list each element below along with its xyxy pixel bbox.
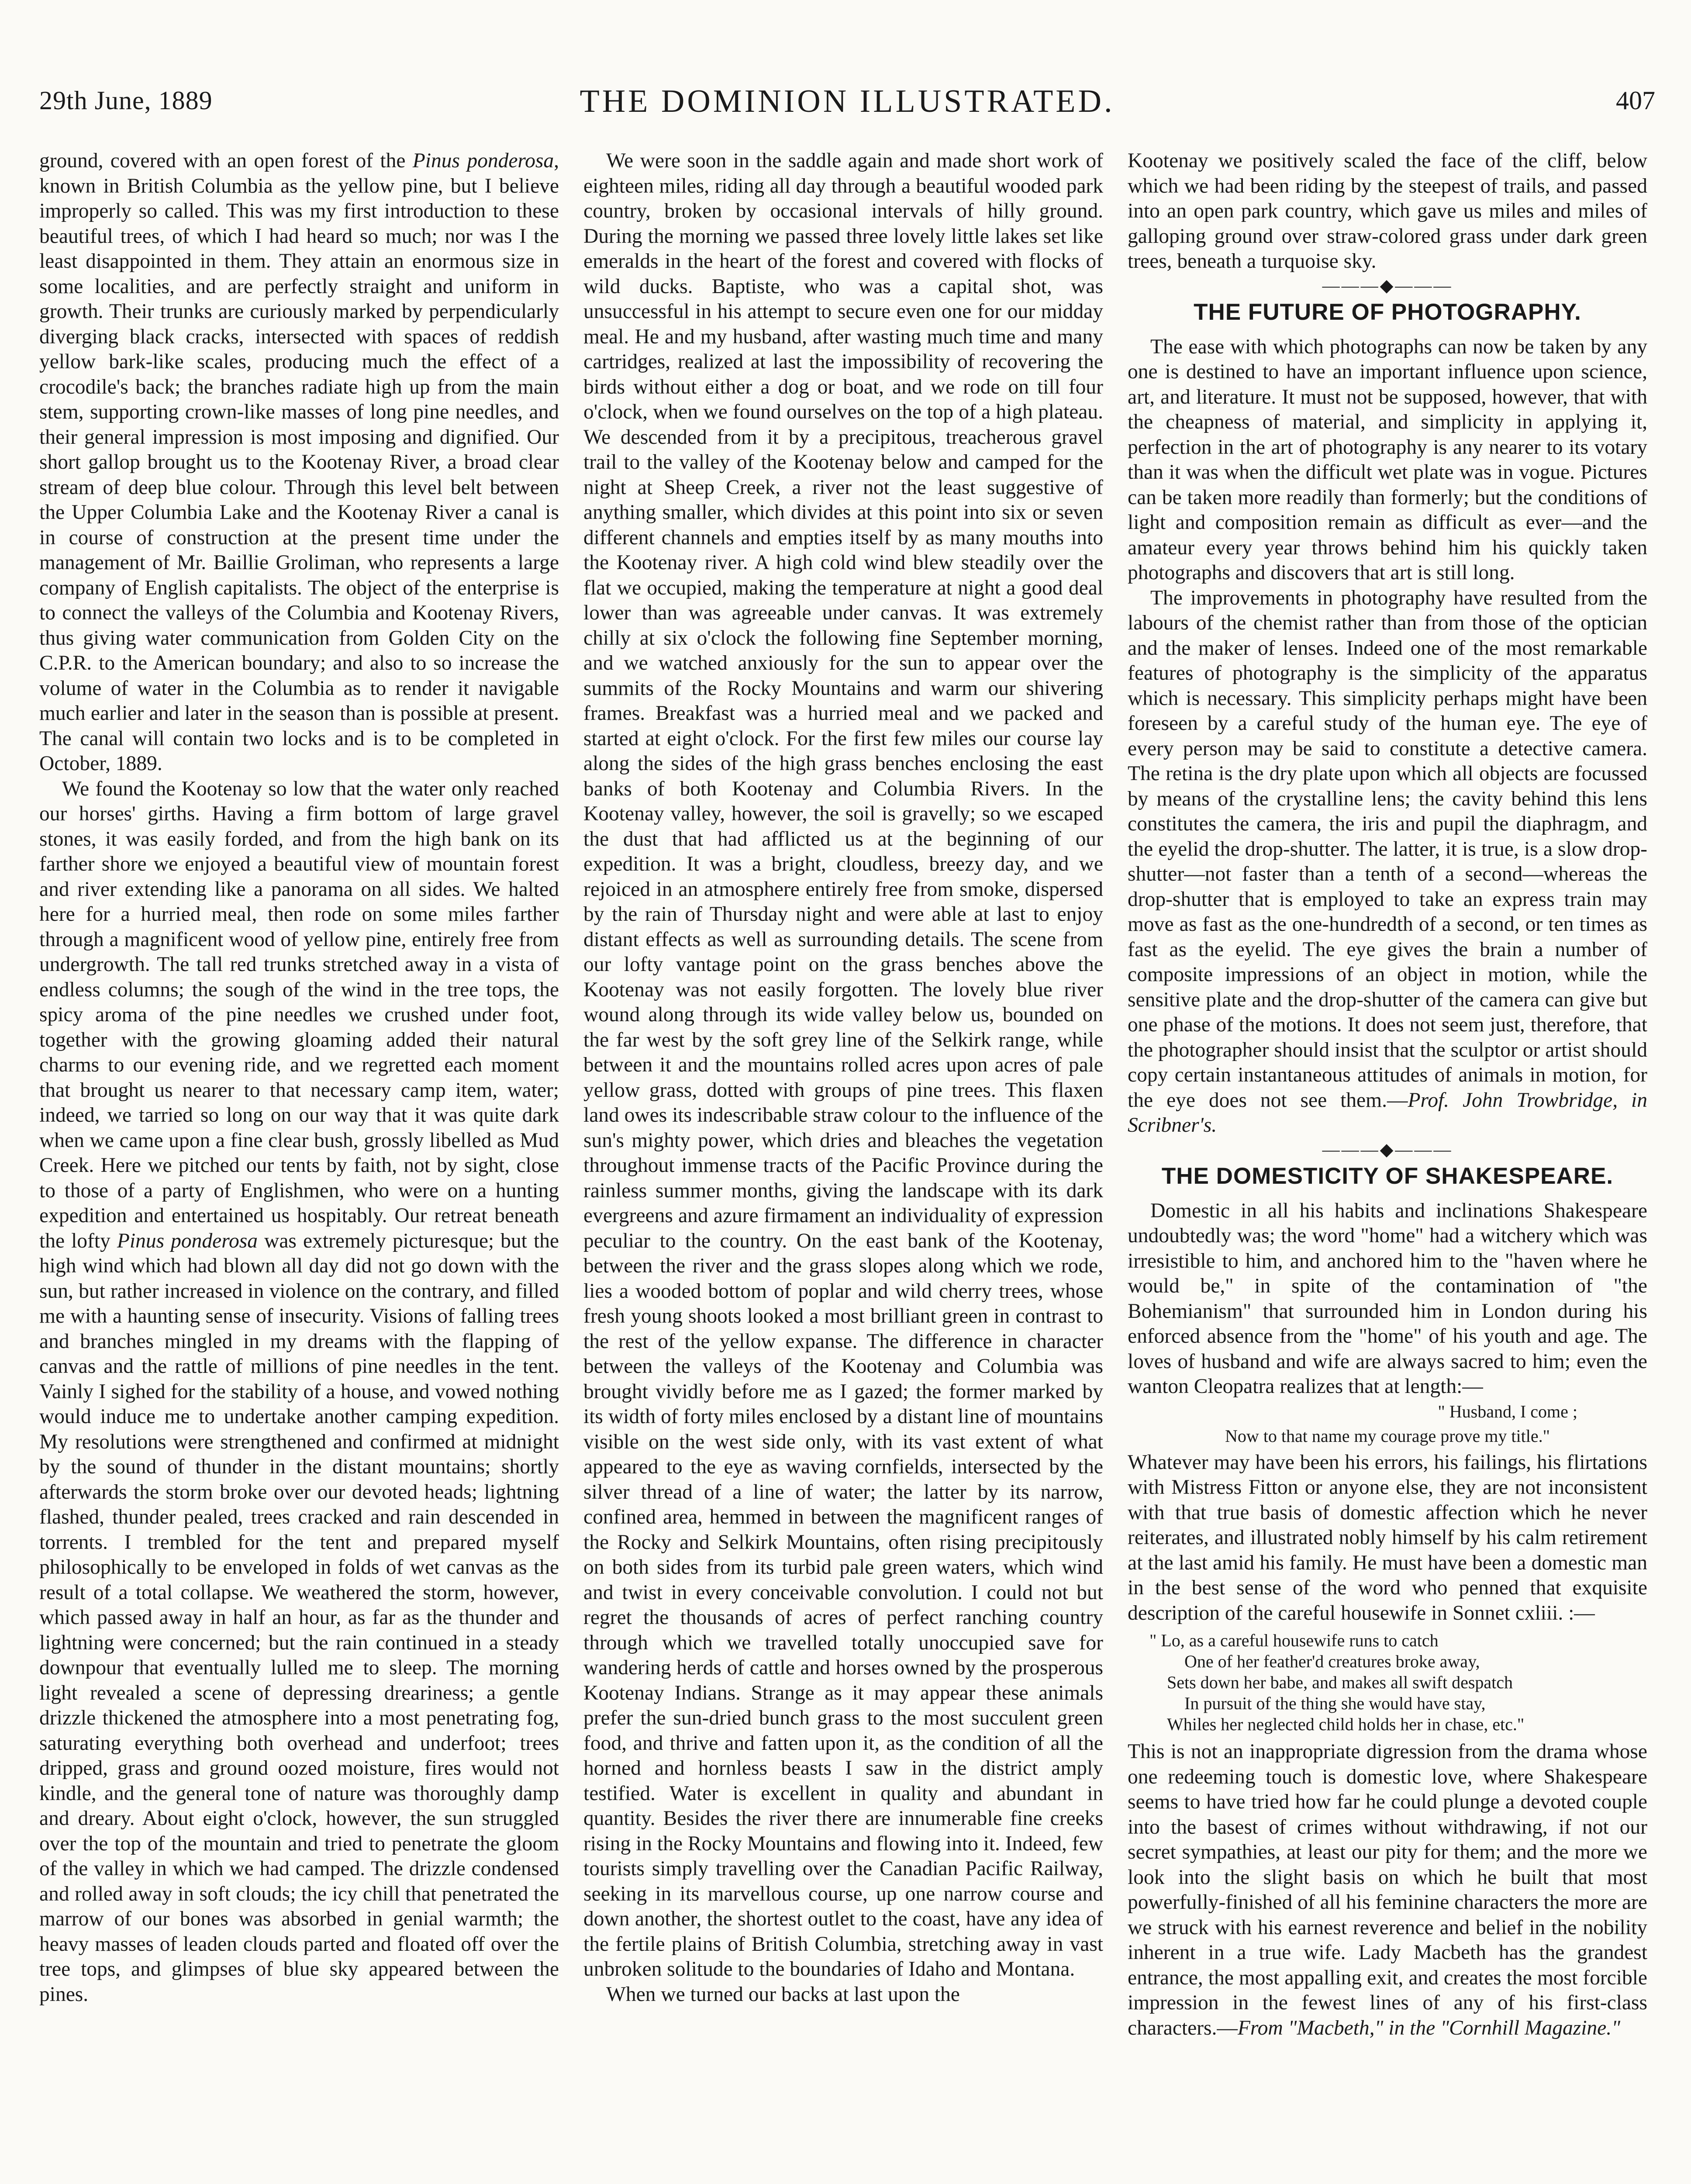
poem-line: Sets down her babe, and makes all swift despatch bbox=[1167, 1673, 1513, 1692]
column-1 bbox=[39, 149, 559, 2007]
page-number: 407 bbox=[1616, 86, 1655, 115]
poem-line: In pursuit of the thing she would have stay, bbox=[1184, 1693, 1486, 1713]
section-separator: ———◆——— bbox=[1322, 275, 1453, 295]
attribution: From "Macbeth," in the "Cornhill Magazine." bbox=[1237, 2016, 1621, 2039]
page-header bbox=[39, 83, 1655, 129]
paragraph: When we turned our backs at last upon the bbox=[606, 1983, 960, 2006]
poem-line: " Lo, as a careful housewife runs to catch bbox=[1149, 1631, 1439, 1650]
article-heading: THE FUTURE OF PHOTOGRAPHY. bbox=[1194, 299, 1581, 325]
paragraph: Whatever may have been his errors, his failings, his flirtations with Mistress Fitton or anyone else, they are not inconsistent with that true basis of domestic affection which he never reiterates, and illustrated nobly himself by his calm retirement at the last amid his family. He must have been a domestic man in the best sense of the word who penned that exquisite description of the careful housewife in Sonnet cxliii. :— bbox=[1128, 1451, 1647, 1624]
text-run: We found the Kootenay so low that the water only reached our horses' girths. Having a firm bottom of large gravel stones, it was easily forded, and from the high bank on its farther shore we enjoyed a beautiful view of mountain forest and river extending like a panorama on all sides. We halted here for a hurried meal, then rode on some miles farther through a magnificent wood of yellow pine, entirely free from undergrowth. The tall red trunks stretched away in a vista of endless columns; the sough of the wind in the tree tops, the spicy aroma of the pine needles we crushed under foot, together with the growing gloaming added their natural charms to our evening ride, and we regretted each moment that brought us nearer to that necessary camp item, water; indeed, we tarried so long on our way that it was quite dark when we came upon a fine clear bush, grossly libelled as Mud Creek. Here we pitched our tents by faith, not by sight, close to those of a party of Englishmen, who were on a hunting expedition and entertained us hospitably. Our retreat beneath the lofty bbox=[39, 777, 559, 1252]
text-run: , known in British Columbia as the yellow pine, but I believe improperly so called. This was my first introduction to these beautiful trees, of which I had heard so much; nor was I the least disappointed in them. They attain an enormous size in some localities, and are perfectly straight and uniform in growth. Their trunks are curiously marked by perpendicularly diverging black cracks, intersected with spaces of reddish yellow bark-like scales, producing much the effect of a crocodile's back; the branches radiate high up from the main stem, supporting crown-like masses of long pine needles, and their general impression is most imposing and dignified. Our short gallop brought us to the Kootenay River, a broad clear stream of deep blue colour. Through this level belt between the Upper Columbia Lake and the Kootenay River a canal is in course of construction at the present time under the management of Mr. Baillie Groliman, who represents a large company of English capitalists. The object of the enterprise is to connect the valleys of the Columbia and Kootenay Rivers, thus giving water communication from Golden City on the C.P.R. to the American boundary; and also to so increase the volume of water in the Columbia as to render it navigable much earlier and later in the season than is possible at present. The canal will contain two locks and is to be completed in October, 1889. bbox=[39, 149, 559, 775]
issue-date: 29th June, 1889 bbox=[39, 86, 213, 115]
text-run: This is not an inappropriate digression from the drama whose one redeeming touch is domestic love, where Shakespeare seems to have tried how far he could plunge a devoted couple into the basest of crimes without withdrawing, if not our secret sympathies, at least our pity for them; and the more we look into the slight basis on which he built that most powerfully-finished of all his feminine characters the more are we struck with his earnest reverence and belief in the nobility inherent in a true wife. Lady Macbeth has the grandest entrance, the most appalling exit, and creates the most forcible impression in the fewest lines of any of his first-class characters.— bbox=[1128, 1740, 1647, 2039]
italic-text: Pinus ponderosa bbox=[117, 1229, 258, 1252]
paragraph bbox=[1128, 586, 1647, 1138]
publication-title: THE DOMINION ILLUSTRATED. bbox=[580, 83, 1115, 119]
text-run: was extremely picturesque; but the high wind which had blown all day did not go down with the sun, but rather increased in violence on the contrary, and filled me with a haunting sense of insecurity. Visions of falling trees and branches mingled in my dreams with the flapping of canvas and the rattle of millions of pine needles in the tent. Vainly I sighed for the stability of a house, and vowed nothing would induce me to undertake another camping expedition. My resolutions were strengthened and confirmed at midnight by the sound of thunder in the distant mountains; shortly afterwards the storm broke over our devoted heads; lightning flashed, thunder pealed, trees cracked and rain descended in torrents. I trembled for the tent and prepared myself philosophically to be enveloped in folds of wet canvas as the result of a total collapse. We weathered the storm, however, which passed away in half an hour, as far as the thunder and lightning were concerned; but the rain continued in a steady downpour that eventually lulled me to sleep. The morning light revealed a scene of depressing dreariness; a gentle drizzle thickened the atmosphere into a most penetrating fog, saturating everything both overhead and underfoot; trees dripped, grass and ground oozed moisture, fires would not kindle, and the general tone of nature was thoroughly damp and dreary. About eight o'clock, however, the sun struggled over the top of the mountain and tried to penetrate the gloom of the valley in which we had camped. The drizzle condensed and rolled away in soft clouds; the icy chill that penetrated the marrow of our bones was absorbed in genial warmth; the heavy masses of leaden clouds parted and floated off over the tree tops, and glimpses of blue sky appeared between the pines. bbox=[39, 1229, 559, 2006]
paragraph: The ease with which photographs can now be taken by any one is destined to have an important influence upon science, art, and literature. It must not be supposed, however, that with the cheapness of material, and simplicity in applying it, perfection in the art of photography is any nearer to its votary than it was when the difficult wet plate was in vogue. Pictures can be taken more readily than formerly; but the conditions of light and composition remain as difficult as ever—and the amateur every year throws behind him his quickly taken photographs and discovers that art is still long. bbox=[1128, 335, 1647, 584]
text-run: The improvements in photography have resulted from the labours of the chemist rather than from those of the optician and the maker of lenses. Indeed one of the most remarkable features of photography is the simplicity of the apparatus which is necessary. This simplicity perhaps might have been foreseen by a careful study of the human eye. The eye of every person may be said to constitute a detective camera. The retina is the dry plate upon which all objects are focussed by means of the crystalline lens; the cavity behind this lens constitutes the camera, the iris and pupil the diaphragm, and the eyelid the drop-shutter. The latter, it is true, is a slow drop-shutter—not faster than a tenth of a second—whereas the drop-shutter that is employed to take an express train may move as fast as the one-hundredth of a second, or ten times as fast as the eyelid. The eye gives the brain a number of composite impressions of an object in motion, while the sensitive plate and the drop-shutter of the camera can give but one phase of the motions. It does not seem just, therefore, that the photographer should insist that the sculptor or artist should copy certain instantaneous attitudes of animals in motion, for the eye does not see them.— bbox=[1128, 586, 1647, 1112]
poem-line: One of her feather'd creatures broke away, bbox=[1184, 1652, 1480, 1671]
paragraph: We were soon in the saddle again and made short work of eighteen miles, riding all day through a beautiful wooded park country, broken by occasional intervals of hilly ground. During the morning we passed three lovely little lakes set like emeralds in the heart of the forest and covered with flocks of wild ducks. Baptiste, who was a capital shot, was unsuccessful in his attempt to secure even one for our midday meal. He and my husband, after wasting much time and many cartridges, realized at last the impossibility of recovering the birds without either a dog or boat, and we rode on till four o'clock, when we found ourselves on the top of a high plateau. We descended from it by a precipitous, treacherous gravel trail to the valley of the Kootenay below and camped for the night at Sheep Creek, a river not the least suggestive of anything smaller, which divides at this point into six or seven different channels and empties itself by as many mouths into the Kootenay river. A high cold wind blew steadily over the flat we occupied, making the temperature at night a good deal lower than was agreeable under canvas. It was extremely chilly at six o'clock the following fine September morning, and we watched anxiously for the sun to appear over the summits of the Rocky Mountains and warm our shivering frames. Breakfast was a hurried meal and we packed and started at eight o'clock. For the first few miles our course lay along the sides of the high grass benches enclosing the east banks of both Kootenay and Columbia Rivers. In the Kootenay valley, however, the soil is gravelly; so we escaped the dust that had afflicted us at the beginning of our expedition. It was a bright, cloudless, breezy day, and we rejoiced in an atmosphere entirely free from smoke, dispersed by the rain of Thursday night and were able at last to enjoy distant effects as well as surrounding details. The scene from our lofty vantage point on the grass benches above the Kootenay was not easily forgotten. The lovely blue river wound along through its wide valley below us, bounded on the far west by the soft grey line of the Selkirk range, while between it and the mountains rolled acres upon acres of pale yellow grass, dotted with groups of pine trees. This flaxen land owes its indescribable straw colour to the influence of the sun's mighty power, which dries and bleaches the vegetation throughout immense tracts of the Pacific Province during the rainless summer months, giving the landscape with its dark evergreens and azure firmament an individuality of expression peculiar to the country. On the east bank of the Kootenay, between the river and the grass slopes along which we rode, lies a wooded bottom of poplar and wild cherry trees, whose fresh young shoots looked a most brilliant green in contrast to the rest of the yellow expanse. The difference in character between the valleys of the Kootenay and Columbia was brought vividly before me as I gazed; the former marked by its width of forty miles enclosed by a distant line of mountains visible on the west side only, with its vast extent of what appeared to the eye as waving cornfields, intersected by the silver thread of a line of water; the latter by its narrow, confined area, hemmed in between the magnificent ranges of the Rocky and Selkirk Mountains, often rising precipitously on both sides from its turbid pale green waters, which wind and twist in every conceivable convolution. I could not but regret the thousands of acres of perfect ranching country through which we travelled totally unoccupied save for wandering herds of cattle and horses owned by the prosperous Kootenay Indians. Strange as it may appear these animals prefer the sun-dried bunch grass to the most succulent green food, and thrive and fatten upon it, as the condition of all the horned and hornless beasts I saw in the district amply testified. Water is excellent in quality and abundant in quantity. Besides the river there are innumerable fine creeks rising in the Rocky Mountains and flowing into it. Indeed, few tourists simply travelling over the Canadian Pacific Railway, seeking in its marvellous course, up one narrow course and down another, the shortest outlet to the coast, have any idea of the fertile plains of British Columbia, stretching away in vast unbroken solitude to the boundaries of Idaho and Montana. bbox=[583, 149, 1103, 1980]
sonnet-quotation bbox=[1149, 1630, 1647, 1735]
paragraph: Domestic in all his habits and inclinations Shakespeare undoubtedly was; the word "home" had a witchery which was irresistible to him, and anchored him to the "haven where he would be," in spite of the contamination of "the Bohemianism" that surrounded him in London during his enforced absence from the "home" of his youth and age. The loves of husband and wife are always sacred to him; even the wanton Cleopatra realizes that at length:— bbox=[1128, 1199, 1647, 1398]
paragraph bbox=[1128, 1739, 1647, 2041]
poem-line: Whiles her neglected child holds her in chase, etc." bbox=[1167, 1714, 1525, 1734]
section-separator: ———◆——— bbox=[1322, 1139, 1453, 1159]
attribution: Prof. John Trowbridge, in Scribner's. bbox=[1128, 1089, 1647, 1137]
paragraph bbox=[39, 777, 559, 2008]
quotation-line: Now to that name my courage prove my title." bbox=[1225, 1426, 1550, 1446]
article-heading: THE DOMESTICITY OF SHAKESPEARE. bbox=[1161, 1163, 1614, 1189]
column-2 bbox=[583, 149, 1103, 2007]
paragraph bbox=[39, 149, 559, 777]
quotation-line: " Husband, I come ; bbox=[1438, 1401, 1577, 1421]
italic-text: Pinus ponderosa bbox=[412, 149, 554, 172]
column-3 bbox=[1128, 149, 1647, 2041]
paragraph: Kootenay we positively scaled the face of the cliff, below which we had been riding by the steepest of trails, and passed into an open park country, which gave us miles and miles of galloping ground over straw-colored grass under dark green trees, beneath a turquoise sky. bbox=[1128, 149, 1647, 273]
text-run: ground, covered with an open forest of the bbox=[39, 149, 413, 172]
